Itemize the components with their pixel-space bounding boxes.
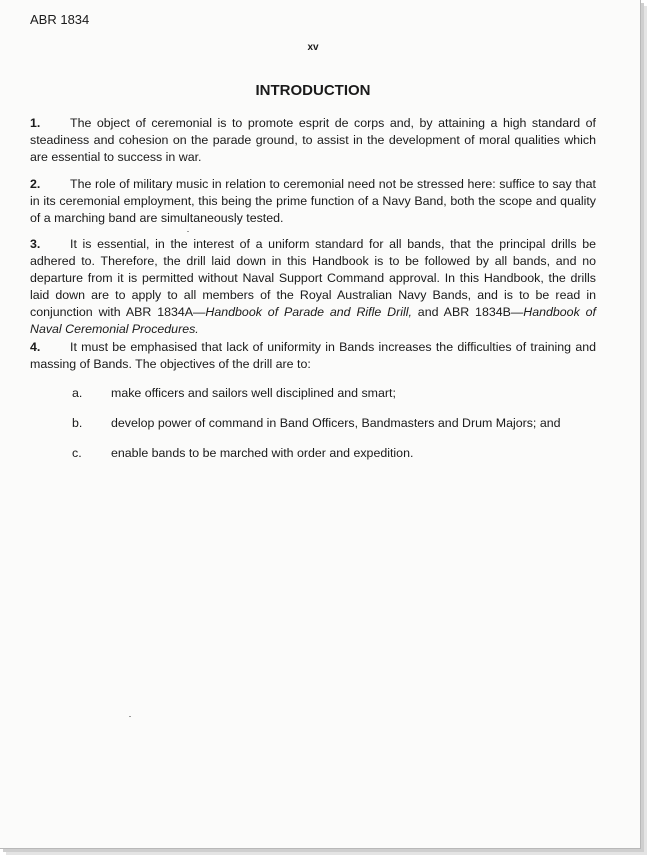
reference-title-parade-drill: Handbook of Parade and Rifle Drill, bbox=[205, 305, 412, 319]
paragraph-text: The role of military music in relation to ceremonial need not be stressed here: suffice to say that in its ceremonial employment, this being the prime function of a Navy Band, both the scope and quality of a marching band are simultaneously tested. bbox=[30, 177, 596, 225]
objective-item-b bbox=[72, 415, 561, 432]
objective-letter: b. bbox=[72, 416, 83, 430]
reference-title-ceremonial-procedures: Handbook of Naval Ceremonial Procedures. bbox=[30, 305, 596, 336]
paragraph-text: It is essential, in the interest of a uniform standard for all bands, that the principal drills be adhered to. Therefore, the drill laid down in this Handbook is to be followed by all bands, and no departure from it is permitted without Naval Support Command approval. In this Handbook, the drills laid down are to apply to all members of the Royal Australian Navy Bands, and is to be read in conjunction with ABR 1834A— bbox=[30, 237, 596, 319]
section-title: INTRODUCTION bbox=[255, 82, 371, 99]
objective-text: enable bands to be marched with order and expedition. bbox=[111, 446, 414, 460]
paragraph-1 bbox=[30, 115, 596, 166]
page-number: xv bbox=[307, 42, 319, 53]
objective-text: make officers and sailors well disciplined and smart; bbox=[111, 386, 396, 400]
objective-item-a bbox=[72, 385, 396, 402]
objective-letter: c. bbox=[72, 446, 82, 460]
objective-item-c bbox=[72, 445, 413, 462]
paragraph-2 bbox=[30, 176, 596, 227]
paragraph-number: 1. bbox=[30, 116, 41, 130]
objective-letter: a. bbox=[72, 386, 83, 400]
paragraph-text: It must be emphasised that lack of uniformity in Bands increases the difficulties of training and massing of Bands. The objectives of the drill are to: bbox=[30, 340, 596, 371]
scan-speck bbox=[187, 231, 189, 232]
paragraph-text: and ABR 1834B— bbox=[411, 305, 524, 319]
paragraph-text: The object of ceremonial is to promote esprit de corps and, by attaining a high standard of steadiness and cohesion on the parade ground, to assist in the development of moral qualities which are essential to success in war. bbox=[30, 116, 596, 164]
paragraph-4 bbox=[30, 339, 596, 373]
paragraph-number: 2. bbox=[30, 177, 41, 191]
document-reference: ABR 1834 bbox=[30, 12, 90, 27]
objective-text: develop power of command in Band Officers, Bandmasters and Drum Majors; and bbox=[111, 416, 561, 430]
paragraph-number: 4. bbox=[30, 340, 41, 354]
paragraph-number: 3. bbox=[30, 237, 41, 251]
scan-speck bbox=[129, 716, 131, 717]
paragraph-3 bbox=[30, 236, 596, 338]
